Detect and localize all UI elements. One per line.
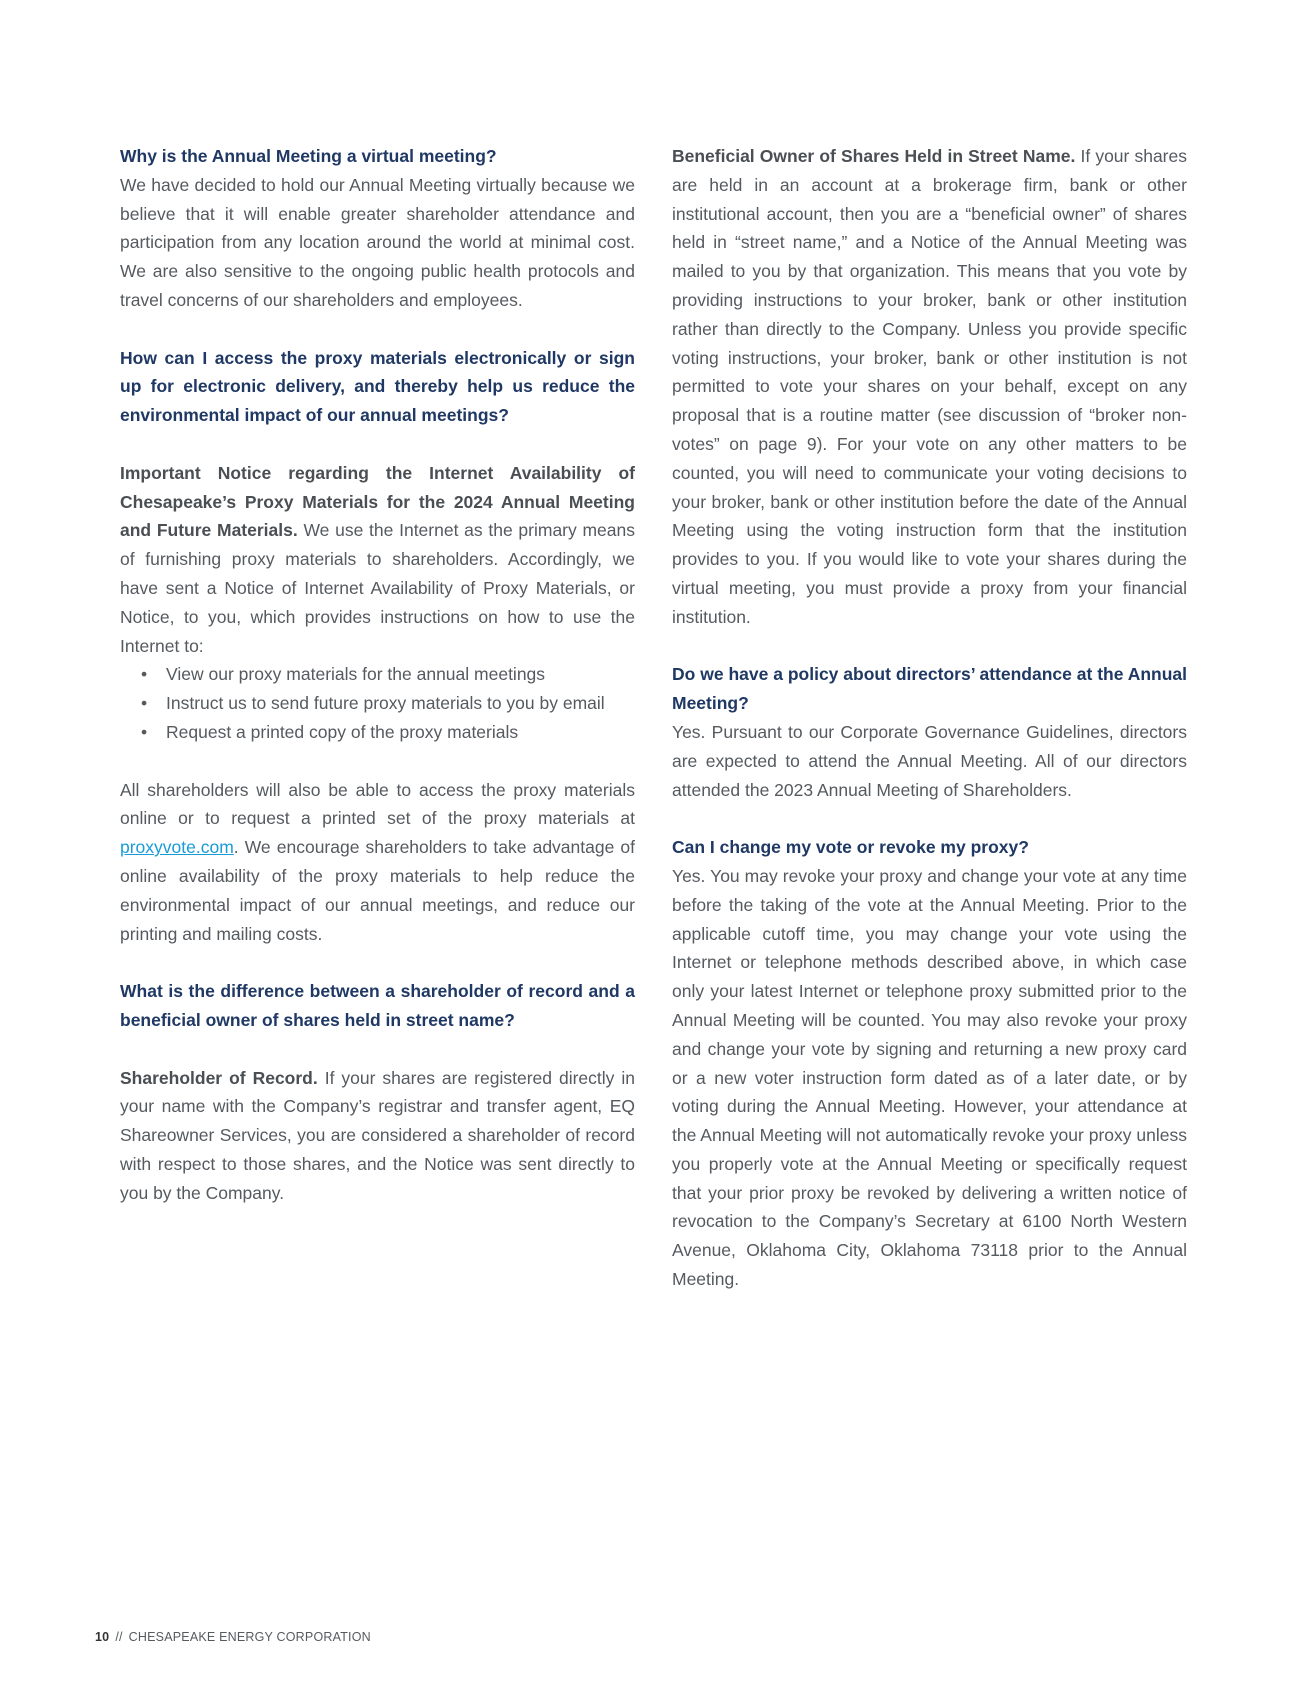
notice-lead: Important Notice regarding the Internet Availability of Chesapeake’s Proxy Materials for the 2024 Annual Meeting and Future Materials. [120, 462, 635, 541]
online-access-paragraph: All shareholders will also be able to access the proxy materials online or to request a printed set of the proxy materials at proxyvote.com. We encourage shareholders to take advantage of online availability of the proxy materials to help reduce the environmental impact of our annual meetings, and reduce our printing and mailing costs. [120, 779, 635, 944]
left-column [120, 142, 635, 1236]
faq-heading: Do we have a policy about directors’ attendance at the Annual Meeting? [672, 664, 1187, 714]
faq-answer: Yes. You may revoke your proxy and change your vote at any time before the taking of the vote at the Annual Meeting. Prior to the applicable cutoff time, you may change your vote using the Internet or telephone methods described above, in which case only your latest Internet or telephone proxy submitted prior to the Annual Meeting will be counted. You may also revoke your proxy and change your vote by signing and returning a new proxy card or a new voter instruction form dated as of a later date, or by voting during the Annual Meeting. However, your attendance at the Annual Meeting will not automatically revoke your proxy unless you properly vote at the Annual Meeting or specifically request that your prior proxy be revoked by delivering a written notice of revocation to the Company’s Secretary at 6100 North Western Avenue, Oklahoma City, Oklahoma 73118 prior to the Annual Meeting. [672, 865, 1187, 1290]
proxyvote-link[interactable]: proxyvote.com [120, 837, 234, 858]
page-footer [95, 1630, 371, 1644]
right-column [672, 142, 1187, 1323]
faq-answer: We have decided to hold our Annual Meeting virtually because we believe that it will enable greater shareholder attendance and participation from any location around the world at minimal cost. We are also sensitive to the ongoing public health protocols and travel concerns of our shareholders and employees. [120, 174, 635, 310]
page-number: 10 [95, 1630, 110, 1644]
footer-separator: // [115, 1630, 123, 1644]
record-body: If your shares are registered directly in your name with the Company’s registrar and transfer agent, EQ Shareowner Services, you are considered a shareholder of record with respect to those shares, and the Notice was sent directly to you by the Company. [120, 1067, 635, 1203]
notice-paragraph [120, 459, 635, 661]
record-lead: Shareholder of Record. [120, 1067, 318, 1088]
company-name: CHESAPEAKE ENERGY CORPORATION [128, 1630, 371, 1644]
beneficial-body: If your shares are held in an account at a brokerage firm, bank or other institutional account, then you are a “beneficial owner” of shares held in “street name,” and a Notice of the Annual Meeting was mailed to you by that organization. This means that you vote by providing instructions to your broker, bank or other institution rather than directly to the Company. Unless you provide specific voting instructions, your broker, bank or other institution is not permitted to vote your shares on your behalf, except on any proposal that is a routine matter (see discussion of “broker non-votes” on page 9). For your vote on any other matters to be counted, you will need to communicate your voting decisions to your broker, bank or other institution before the date of the Annual Meeting using the voting instruction form that the institution provides to you. If you would like to vote your shares during the virtual meeting, you must provide a proxy from your financial institution. [672, 146, 1187, 627]
faq-heading: What is the difference between a shareholder of record and a beneficial owner of shares held in street name? [120, 981, 635, 1030]
internet-availability-notice [120, 459, 635, 747]
beneficial-lead: Beneficial Owner of Shares Held in Street Name. [672, 146, 1076, 166]
faq-virtual-meeting [120, 142, 635, 315]
list-item: • Instruct us to send future proxy materials to you by email [120, 689, 635, 718]
faq-answer: Yes. Pursuant to our Corporate Governance Guidelines, directors are expected to attend the Annual Meeting. All of our directors attended the 2023 Annual Meeting of Shareholders. [672, 721, 1187, 800]
notice-bullet-list [120, 660, 635, 746]
faq-revoke-proxy [672, 833, 1187, 1294]
faq-heading: Why is the Annual Meeting a virtual meeting? [120, 146, 497, 166]
beneficial-owner [672, 142, 1187, 632]
faq-heading: How can I access the proxy materials electronically or sign up for electronic delivery, and thereby help us reduce the environmental impact of our annual meetings? [120, 347, 635, 426]
shareholder-of-record [120, 1064, 635, 1208]
list-item: • Request a printed copy of the proxy materials [120, 718, 635, 747]
faq-electronic-access [120, 344, 635, 430]
notice-body: We use the Internet as the primary means of furnishing proxy materials to shareholders. Accordingly, we have sent a Notice of Internet Availability of Proxy Materials, or Notice, to you, which provides instructions on how to use the Internet to: [120, 520, 635, 656]
faq-heading: Can I change my vote or revoke my proxy? [672, 837, 1029, 858]
faq-director-attendance [672, 660, 1187, 804]
list-item: • View our proxy materials for the annual meetings [120, 660, 635, 689]
faq-record-vs-beneficial [120, 977, 635, 1035]
